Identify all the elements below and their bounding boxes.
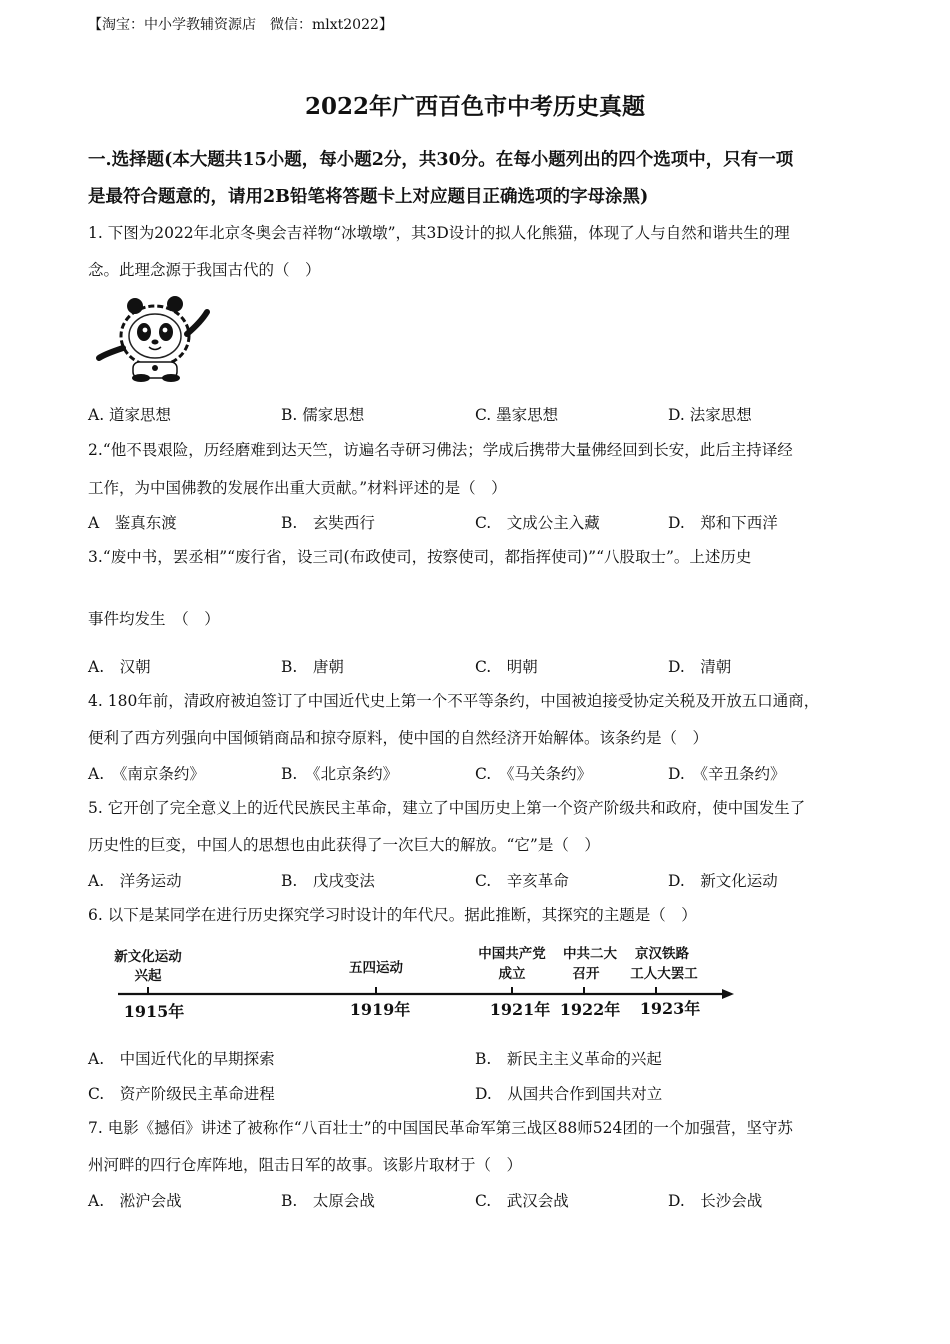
q1-option-a: A. 道家思想 (88, 406, 172, 424)
question-4-line-2: 便利了西方列强向中国倾销商品和掠夺原料，使中国的自然经济开始解体。该条约是（ ） (88, 729, 709, 747)
question-7-line-2: 州河畔的四行仓库阵地，阻击日军的故事。该影片取材于（ ） (88, 1156, 523, 1174)
page-title: 2022年广西百色市中考历史真题 (304, 93, 645, 120)
page-header: 【淘宝：中小学教辅资源店 微信：mlxt2022】 (88, 17, 393, 33)
q1-option-d: D. 法家思想 (668, 406, 752, 424)
question-7-line-1: 7. 电影《撼佰》讲述了被称作“八百壮士”的中国国民革命军第三战区88师524团的一个加强营，坚守苏 (88, 1119, 793, 1137)
q6-option-a: A. 中国近代化的早期探索 (88, 1050, 275, 1068)
timeline-event-1921-label-1: 中国共产党 (478, 946, 546, 962)
q3-option-d: D. 清朝 (668, 658, 732, 676)
q6-option-d: D. 从国共合作到国共对立 (475, 1085, 663, 1103)
question-5-line-1: 5. 它开创了完全意义上的近代民族民主革命，建立了中国历史上第一个资产阶级共和政府，使中国发生了 (88, 799, 806, 817)
timeline-event-1915-label-2: 兴起 (134, 968, 162, 984)
timeline-event-1919-label: 五四运动 (349, 960, 403, 976)
q2-option-d: D. 郑和下西洋 (668, 514, 778, 532)
q6-option-c: C. 资产阶级民主革命进程 (88, 1085, 275, 1103)
q2-option-b: B. 玄奘西行 (281, 514, 375, 532)
question-2-line-2: 工作，为中国佛教的发展作出重大贡献。”材料评述的是（ ） (88, 479, 507, 497)
q4-option-c: C. 《马关条约》 (475, 765, 592, 783)
q5-option-c: C. 辛亥革命 (475, 872, 569, 890)
q6-option-b: B. 新民主主义革命的兴起 (475, 1050, 662, 1068)
q1-option-b: B. 儒家思想 (281, 406, 365, 424)
q1-option-c: C. 墨家思想 (475, 406, 559, 424)
question-1-line-1: 1. 下图为2022年北京冬奥会吉祥物“冰墩墩”，其3D设计的拟人化熊猫，体现了人与自然和谐共生的理 (88, 224, 790, 242)
q4-option-d: D. 《辛丑条约》 (668, 765, 786, 783)
question-5-line-2: 历史性的巨变，中国人的思想也由此获得了一次巨大的解放。“它”是（ ） (88, 836, 600, 854)
section-instructions-line-1: 一.选择题(本大题共15小题，每小题2分，共30分。在每小题列出的四个选项中，只有一项 (88, 150, 794, 170)
q5-option-d: D. 新文化运动 (668, 872, 778, 890)
timeline-event-1923-label-2: 工人大罢工 (630, 966, 698, 982)
question-2-line-1: 2.“他不畏艰险，历经磨难到达天竺，访遍名寺研习佛法；学成后携带大量佛经回到长安，此后主持译经 (88, 441, 793, 459)
q7-option-a: A. 淞沪会战 (88, 1192, 182, 1210)
q4-option-a: A. 《南京条约》 (88, 765, 205, 783)
question-1-line-2: 念。此理念源于我国古代的（ ） (88, 261, 321, 279)
question-3-line-2: 事件均发生 （ ） (88, 610, 220, 628)
timeline-year-1919: 1919年 (349, 1000, 411, 1019)
timeline-year-1921: 1921年 (489, 1000, 551, 1019)
section-instructions-line-2: 是最符合题意的，请用2B铅笔将答题卡上对应题目正确选项的字母涂黑) (88, 187, 649, 207)
timeline-arrow (722, 989, 734, 999)
q3-option-b: B. 唐朝 (281, 658, 344, 676)
q5-option-b: B. 戊戌变法 (281, 872, 375, 890)
q7-option-c: C. 武汉会战 (475, 1192, 569, 1210)
question-4-line-1: 4. 180年前，清政府被迫签订了中国近代史上第一个不平等条约，中国被迫接受协定关税及开放五口通商， (88, 692, 820, 710)
timeline-chart (92, 940, 742, 1022)
timeline-event-1921-label-2: 成立 (498, 966, 526, 982)
timeline-event-1915-label-1: 新文化运动 (114, 949, 182, 965)
q4-option-b: B. 《北京条约》 (281, 765, 399, 783)
q5-option-a: A. 洋务运动 (88, 872, 182, 890)
timeline-event-1922-label-2: 召开 (572, 966, 600, 982)
question-3-line-1: 3.“废中书，罢丞相”“废行省，设三司(布政使司，按察使司，都指挥使司)”“八股取士”。上述历史 (88, 548, 752, 566)
timeline-year-1923: 1923年 (639, 999, 701, 1018)
q7-option-b: B. 太原会战 (281, 1192, 375, 1210)
q3-option-a: A. 汉朝 (88, 658, 151, 676)
timeline-event-1922-label-1: 中共二大 (563, 946, 617, 962)
q7-option-d: D. 长沙会战 (668, 1192, 763, 1210)
q2-option-a: A 鉴真东渡 (88, 514, 177, 532)
question-6-line-1: 6. 以下是某同学在进行历史探究学习时设计的年代尺。据此推断，其探究的主题是（ ） (88, 906, 697, 924)
timeline-year-1922: 1922年 (559, 1000, 621, 1019)
q3-option-c: C. 明朝 (475, 658, 538, 676)
timeline-event-1923-label-1: 京汉铁路 (635, 946, 689, 962)
q2-option-c: C. 文成公主入藏 (475, 514, 600, 532)
mascot-panda-image (95, 292, 217, 384)
timeline-year-1915: 1915年 (123, 1002, 185, 1021)
